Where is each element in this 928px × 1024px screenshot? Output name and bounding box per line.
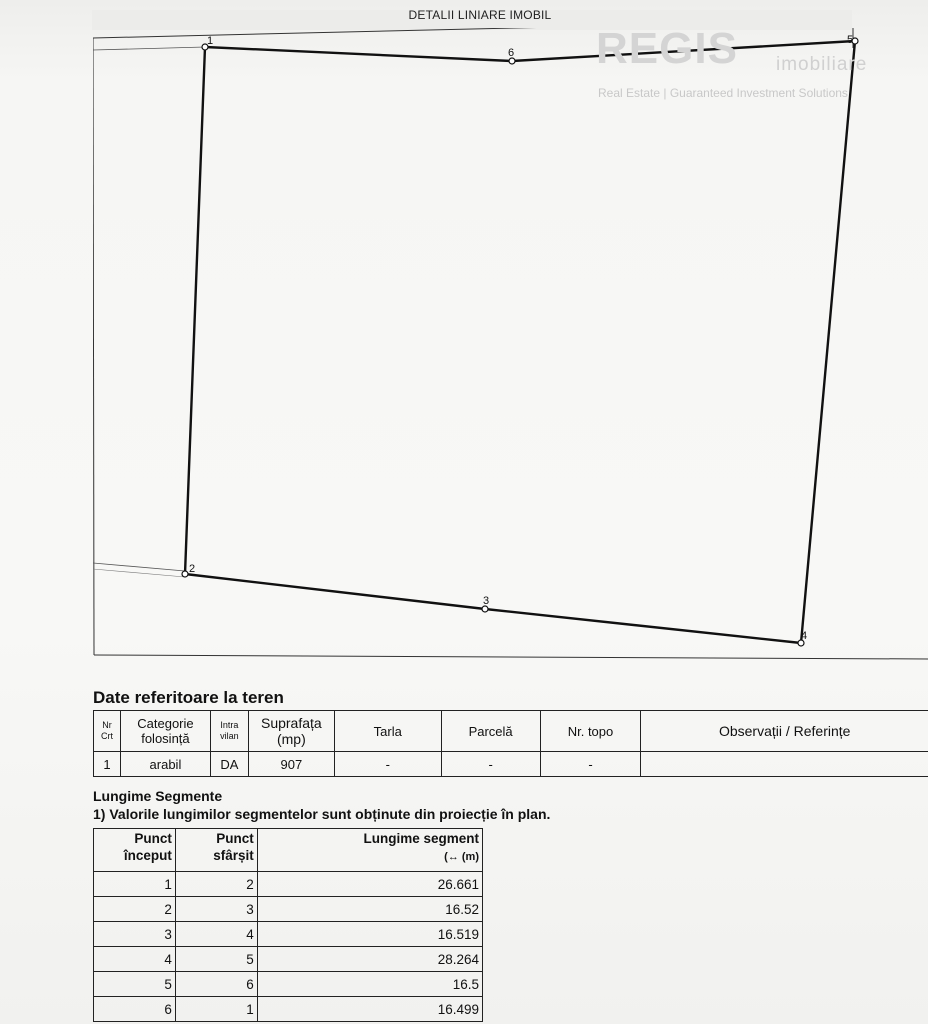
- point-label: 1: [207, 35, 214, 47]
- parcel-plan: [93, 28, 928, 660]
- watermark: [596, 24, 926, 104]
- table-row: [94, 997, 483, 1022]
- land-table: [93, 710, 928, 777]
- cell-length: 16.519: [257, 922, 482, 947]
- cell-start: 2: [94, 897, 176, 922]
- cell-suprafata: 907: [248, 752, 334, 777]
- cell-end: 2: [175, 872, 257, 897]
- watermark-sub: imobiliare: [776, 54, 868, 75]
- point-label: 3: [483, 595, 490, 607]
- segments-title-block: [93, 787, 550, 823]
- land-table-header: [94, 711, 928, 752]
- land-section-title: Date referitoare la teren: [93, 688, 284, 707]
- cell-start: 3: [94, 922, 176, 947]
- segments-table-header: [94, 829, 483, 872]
- neighbor-line-bottom: [93, 563, 185, 571]
- watermark-tagline: Real Estate | Guaranteed Investment Solutions: [598, 86, 848, 100]
- cell-observatii: [641, 752, 928, 777]
- col-length: [257, 829, 482, 872]
- table-row: [94, 972, 483, 997]
- point-label: 5: [847, 34, 854, 46]
- col-tarla: Tarla: [334, 711, 441, 752]
- frame-bottom: [94, 655, 928, 659]
- table-row: [94, 752, 928, 777]
- cell-categorie: arabil: [120, 752, 210, 777]
- col-suprafata: Suprafața (mp): [248, 711, 334, 752]
- cell-parcela: -: [441, 752, 540, 777]
- cell-tarla: -: [334, 752, 441, 777]
- cell-topo: -: [540, 752, 641, 777]
- cell-start: 5: [94, 972, 176, 997]
- col-intra: Intra vilan: [210, 711, 248, 752]
- cell-length: 26.661: [257, 872, 482, 897]
- col-observatii: Observații / Referințe: [641, 711, 928, 752]
- parcel-outline: [185, 41, 855, 643]
- point-label: 4: [801, 630, 808, 642]
- cell-length: 28.264: [257, 947, 482, 972]
- segments-note: 1) Valorile lungimilor segmentelor sunt obținute din proiecție în plan.: [93, 806, 551, 822]
- cell-start: 1: [94, 872, 176, 897]
- cell-length: 16.5: [257, 972, 482, 997]
- point-label: 2: [189, 563, 196, 575]
- cell-end: 1: [175, 997, 257, 1022]
- cell-intra: DA: [210, 752, 248, 777]
- col-length-label: Lungime segment: [363, 831, 479, 846]
- col-categorie: Categorie folosință: [120, 711, 210, 752]
- cell-length: 16.499: [257, 997, 482, 1022]
- col-topo: Nr. topo: [540, 711, 641, 752]
- table-row: [94, 897, 483, 922]
- col-parcela: Parcelă: [441, 711, 540, 752]
- cell-end: 5: [175, 947, 257, 972]
- cell-start: 6: [94, 997, 176, 1022]
- cell-end: 6: [175, 972, 257, 997]
- point-marker: [182, 571, 188, 577]
- segments-table: [93, 828, 483, 1022]
- plan-title: DETALII LINIARE IMOBIL: [408, 8, 552, 22]
- segments-title: Lungime Segmente: [93, 788, 223, 804]
- cell-end: 4: [175, 922, 257, 947]
- cell-length: 16.52: [257, 897, 482, 922]
- cell-end: 3: [175, 897, 257, 922]
- table-row: [94, 922, 483, 947]
- cell-nr: 1: [94, 752, 121, 777]
- col-nr: Nr Crt: [94, 711, 121, 752]
- point-label: 6: [508, 47, 515, 59]
- cell-start: 4: [94, 947, 176, 972]
- table-row: [94, 872, 483, 897]
- col-start: Punct început: [94, 829, 176, 872]
- col-length-unit: (↔ (m): [444, 851, 479, 863]
- col-end: Punct sfârșit: [175, 829, 257, 872]
- watermark-name: REGIS: [596, 24, 738, 73]
- frame-left: [93, 38, 94, 655]
- table-row: [94, 947, 483, 972]
- neighbor-line-top: [93, 47, 205, 50]
